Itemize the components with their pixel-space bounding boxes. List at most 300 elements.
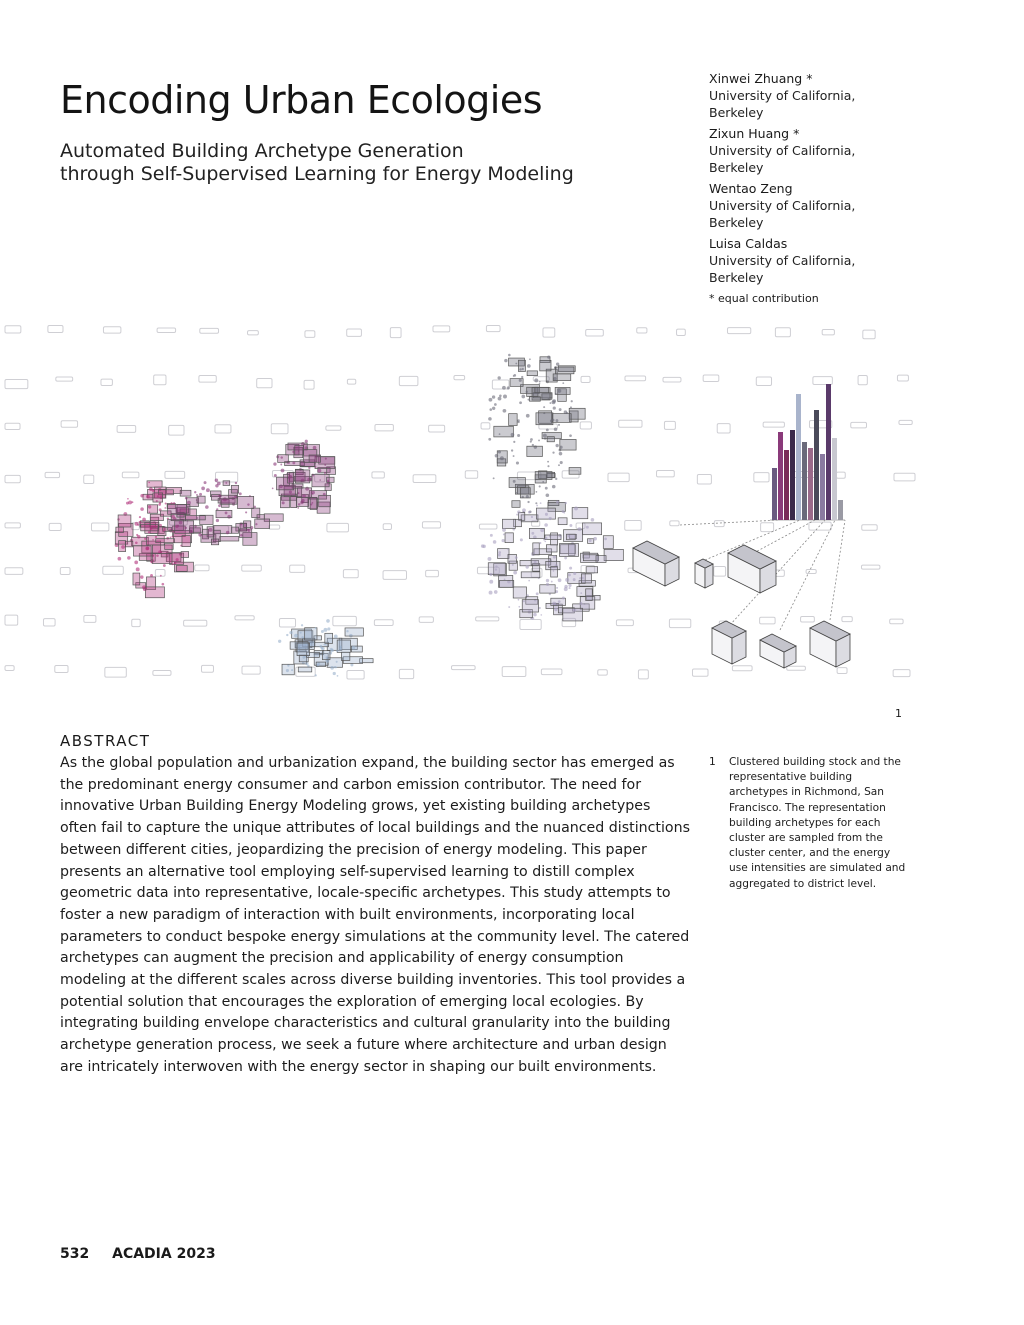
cluster-building xyxy=(546,579,549,582)
background-footprint xyxy=(663,377,681,382)
cluster-building xyxy=(289,490,292,493)
cluster-building xyxy=(119,541,126,552)
cluster-building xyxy=(289,631,292,634)
background-footprint xyxy=(714,521,724,527)
background-footprint xyxy=(271,424,288,434)
cluster-building xyxy=(128,500,132,504)
background-footprint xyxy=(754,473,769,482)
venue-name: ACADIA 2023 xyxy=(112,1246,216,1262)
cluster-building xyxy=(503,533,505,535)
background-footprint xyxy=(374,620,393,626)
cluster-building xyxy=(150,574,153,577)
cluster-building xyxy=(518,599,520,601)
background-footprint xyxy=(842,617,852,622)
cluster-building xyxy=(197,517,199,519)
cluster-building xyxy=(521,395,525,399)
cluster-building xyxy=(498,397,502,401)
cluster-building xyxy=(568,584,571,587)
cluster-building xyxy=(319,495,331,506)
eui-bar-chart xyxy=(770,384,845,520)
background-footprint xyxy=(638,670,648,679)
cluster-building xyxy=(288,475,292,479)
background-footprint xyxy=(476,617,499,621)
background-footprint xyxy=(49,523,61,530)
building-cluster-map xyxy=(115,354,624,677)
cluster-building xyxy=(118,557,122,561)
cluster-building xyxy=(527,446,543,456)
background-footprint xyxy=(343,570,358,578)
cluster-building xyxy=(513,587,526,598)
cluster-building xyxy=(581,574,591,583)
subtitle-line: through Self-Supervised Learning for Energy Modeling xyxy=(60,163,574,185)
cluster-building xyxy=(508,554,516,563)
cluster-building xyxy=(527,371,537,376)
cluster-building xyxy=(336,667,338,669)
cluster-building xyxy=(552,452,554,454)
cluster-building xyxy=(305,628,317,640)
eui-bar xyxy=(772,468,777,520)
background-footprint xyxy=(195,565,209,571)
cluster-building xyxy=(295,445,304,454)
author-block xyxy=(709,70,939,121)
cluster-building xyxy=(239,492,242,495)
cluster-building xyxy=(516,461,519,464)
cluster-building xyxy=(558,424,560,426)
author-affiliation: University of California, xyxy=(709,143,856,158)
cluster-building xyxy=(493,540,497,544)
cluster-building xyxy=(547,355,550,358)
cluster-building xyxy=(505,533,513,543)
cluster-building xyxy=(586,526,589,529)
background-footprint xyxy=(55,665,68,672)
cluster-building xyxy=(511,433,515,437)
background-footprint xyxy=(5,523,20,528)
eui-bar xyxy=(790,430,795,520)
cluster-building xyxy=(522,600,538,612)
background-footprint xyxy=(5,379,28,388)
author-list xyxy=(709,70,939,307)
cluster-building xyxy=(493,477,495,479)
cluster-building xyxy=(330,648,333,651)
background-footprint xyxy=(863,330,875,339)
cluster-building xyxy=(313,446,317,450)
background-footprint xyxy=(103,327,120,333)
cluster-building xyxy=(281,469,285,473)
background-footprint xyxy=(454,375,465,379)
eui-bar xyxy=(796,394,801,520)
background-footprint xyxy=(670,521,679,526)
cluster-building xyxy=(302,494,306,498)
building-archetypes xyxy=(633,541,850,668)
cluster-building xyxy=(215,478,218,481)
author-name: Luisa Caldas xyxy=(709,236,788,251)
cluster-building xyxy=(580,592,582,594)
cluster-building xyxy=(540,585,555,593)
cluster-building xyxy=(245,511,247,513)
cluster-building xyxy=(273,462,276,465)
cluster-building xyxy=(509,414,517,426)
background-footprint xyxy=(806,569,816,573)
cluster-building xyxy=(556,362,559,365)
cluster-building xyxy=(165,503,167,505)
background-footprint xyxy=(598,670,608,675)
cluster-building xyxy=(556,587,558,589)
cluster-building xyxy=(168,504,187,514)
cluster-building xyxy=(586,589,593,601)
background-footprint xyxy=(486,325,500,331)
cluster-building xyxy=(324,464,326,466)
cluster-building xyxy=(492,407,495,410)
cluster-building xyxy=(578,527,582,531)
cluster-building xyxy=(508,606,510,608)
cluster-building xyxy=(546,545,557,552)
cluster-building xyxy=(513,441,515,443)
cluster-building xyxy=(170,537,172,539)
background-footprint xyxy=(117,425,136,432)
cluster-building xyxy=(179,521,183,525)
cluster-building xyxy=(153,493,163,502)
background-footprint xyxy=(761,523,774,532)
cluster-building xyxy=(562,597,565,600)
cluster-building xyxy=(556,500,559,503)
background-footprint xyxy=(61,421,77,428)
cluster-building xyxy=(571,400,573,402)
cluster-building xyxy=(520,538,523,541)
background-footprint xyxy=(169,425,184,435)
cluster-building xyxy=(528,399,530,401)
cluster-building xyxy=(559,408,562,411)
cluster-building xyxy=(539,542,541,544)
cluster-building xyxy=(350,663,353,666)
cluster-building xyxy=(579,602,582,605)
cluster-building xyxy=(593,537,597,541)
author-affiliation: University of California, xyxy=(709,198,856,213)
cluster-building xyxy=(540,502,542,504)
background-footprint xyxy=(801,616,815,622)
equal-contribution-note: * equal contribution xyxy=(709,292,819,305)
background-footprint xyxy=(399,376,418,385)
background-footprint xyxy=(787,666,806,670)
cluster-building xyxy=(137,524,139,526)
author-affiliation: Berkeley xyxy=(709,105,764,120)
cluster-building xyxy=(333,672,336,675)
background-footprint xyxy=(890,619,903,624)
cluster-building xyxy=(529,528,544,538)
cluster-building xyxy=(518,360,525,371)
figure-cluster-map xyxy=(0,310,1024,700)
cluster-building xyxy=(529,397,540,401)
cluster-building xyxy=(504,359,507,362)
cluster-building xyxy=(172,563,174,565)
background-footprint xyxy=(899,420,912,424)
cluster-building xyxy=(490,534,493,537)
cluster-building xyxy=(507,549,509,551)
cluster-building xyxy=(569,434,572,437)
author-name: Xinwei Zhuang * xyxy=(709,71,813,86)
cluster-building xyxy=(489,573,492,576)
background-footprint xyxy=(383,524,391,530)
cluster-building xyxy=(127,556,131,560)
cluster-building xyxy=(301,624,303,626)
cluster-building xyxy=(513,480,516,483)
background-footprint xyxy=(101,379,112,385)
cluster-building xyxy=(322,651,330,660)
cluster-building xyxy=(586,567,597,573)
background-footprint xyxy=(543,328,555,337)
cluster-building xyxy=(569,468,581,475)
cluster-building xyxy=(310,497,317,509)
cluster-building xyxy=(517,434,520,437)
cluster-building xyxy=(558,464,560,466)
cluster-building xyxy=(211,539,218,545)
background-footprint xyxy=(279,618,295,627)
cluster-building xyxy=(199,493,202,496)
cluster-building xyxy=(317,469,321,473)
cluster-building xyxy=(194,491,196,493)
eui-bar xyxy=(826,384,831,520)
cluster-building xyxy=(503,394,507,398)
cluster-building xyxy=(528,580,530,582)
cluster-building xyxy=(556,419,559,422)
cluster-building xyxy=(565,578,569,582)
cluster-building xyxy=(526,414,530,418)
cluster-building xyxy=(176,558,179,561)
background-footprint xyxy=(717,424,730,433)
cluster-building xyxy=(547,437,554,442)
background-footprint xyxy=(122,472,139,478)
cluster-building xyxy=(499,580,513,587)
cluster-building xyxy=(591,518,595,522)
background-footprint xyxy=(657,471,675,477)
background-footprint xyxy=(242,666,260,674)
cluster-building xyxy=(300,632,302,634)
background-footprint xyxy=(433,326,450,332)
cluster-building xyxy=(532,444,534,446)
cluster-building xyxy=(500,456,504,460)
cluster-building xyxy=(301,636,304,639)
cluster-building xyxy=(152,554,172,564)
background-footprint xyxy=(451,666,475,670)
cluster-building xyxy=(142,585,146,589)
cluster-building xyxy=(551,567,558,577)
cluster-building xyxy=(517,510,520,513)
cluster-building xyxy=(540,360,551,371)
leader-line xyxy=(750,520,815,555)
author-affiliation: University of California, xyxy=(709,253,856,268)
background-footprint xyxy=(697,475,711,485)
cluster-building xyxy=(244,521,251,528)
cluster-building xyxy=(139,516,141,518)
cluster-building xyxy=(568,573,571,576)
cluster-building xyxy=(145,587,164,598)
cluster-building xyxy=(198,533,202,537)
cluster-building xyxy=(160,575,162,577)
cluster-building xyxy=(596,556,606,563)
cluster-building xyxy=(286,634,288,636)
cluster-building xyxy=(570,406,572,408)
background-footprint xyxy=(200,328,219,333)
cluster-building xyxy=(502,539,505,542)
cluster-building xyxy=(336,650,338,652)
cluster-building xyxy=(278,640,281,643)
cluster-building xyxy=(545,535,561,540)
background-footprint xyxy=(5,423,20,429)
background-footprint xyxy=(5,568,23,575)
cluster-building xyxy=(515,556,518,559)
background-footprint xyxy=(375,425,393,431)
background-footprint xyxy=(91,523,108,531)
cluster-building xyxy=(518,606,520,608)
cluster-building xyxy=(292,461,295,464)
cluster-building xyxy=(526,391,528,393)
author-affiliation: Berkeley xyxy=(709,215,764,230)
background-footprint xyxy=(664,421,675,429)
cluster-building xyxy=(498,376,501,379)
cluster-building xyxy=(566,534,575,540)
cluster-building xyxy=(185,516,205,520)
cluster-building xyxy=(554,608,557,611)
cluster-building xyxy=(604,549,623,560)
cluster-building xyxy=(540,614,542,616)
cluster-building xyxy=(197,496,205,503)
background-footprint xyxy=(492,380,509,389)
paper-subtitle xyxy=(60,140,680,186)
cluster-building xyxy=(564,585,567,588)
background-footprint xyxy=(625,521,641,531)
background-footprint xyxy=(242,565,262,571)
cluster-building xyxy=(564,557,567,560)
background-footprint xyxy=(897,375,908,381)
cluster-building xyxy=(205,505,209,509)
cluster-building xyxy=(545,537,548,540)
cluster-building xyxy=(312,502,314,504)
background-footprint xyxy=(327,523,349,532)
page-number: 532 xyxy=(60,1246,90,1262)
cluster-building xyxy=(545,487,548,490)
cluster-building xyxy=(282,664,294,675)
background-footprint xyxy=(372,472,384,478)
author-name: Wentao Zeng xyxy=(709,181,793,196)
cluster-building xyxy=(150,527,153,530)
cluster-building xyxy=(327,477,335,482)
cluster-building xyxy=(272,488,274,490)
cluster-building xyxy=(558,600,561,603)
background-footprint xyxy=(861,565,879,569)
cluster-building xyxy=(308,467,310,469)
cluster-building xyxy=(498,549,509,559)
cluster-building xyxy=(139,521,141,523)
cluster-building xyxy=(330,666,334,670)
cluster-building xyxy=(176,566,187,572)
cluster-building xyxy=(144,538,146,540)
background-footprint xyxy=(48,325,63,332)
figure-number: 1 xyxy=(895,707,902,720)
cluster-building xyxy=(513,571,517,575)
cluster-building xyxy=(341,652,349,660)
cluster-building xyxy=(553,406,556,409)
cluster-building xyxy=(558,578,562,582)
cluster-building xyxy=(337,675,339,677)
cluster-building xyxy=(336,661,338,663)
cluster-building xyxy=(196,494,198,496)
subtitle-line: Automated Building Archetype Generation xyxy=(60,140,464,162)
cluster-building xyxy=(185,497,188,500)
cluster-building xyxy=(324,472,326,474)
cluster-building xyxy=(315,627,317,629)
background-footprint xyxy=(215,425,231,433)
cluster-building xyxy=(494,403,497,406)
cluster-building xyxy=(181,552,189,558)
cluster-building xyxy=(324,644,326,646)
cluster-building xyxy=(555,478,557,480)
eui-bar xyxy=(808,448,813,520)
background-footprint xyxy=(502,667,526,677)
cluster-building xyxy=(170,502,172,504)
background-footprint xyxy=(347,670,364,679)
cluster-building xyxy=(223,481,230,486)
cluster-building xyxy=(536,592,539,595)
background-footprint xyxy=(132,619,140,626)
cluster-building xyxy=(538,439,540,441)
cluster-building xyxy=(492,395,495,398)
cluster-building xyxy=(588,539,594,544)
cluster-building xyxy=(216,510,232,517)
cluster-building xyxy=(216,519,219,522)
cluster-building xyxy=(311,491,315,495)
cluster-building xyxy=(143,494,153,500)
background-footprint xyxy=(153,670,171,675)
cluster-building xyxy=(518,421,520,423)
cluster-building xyxy=(141,525,158,531)
cluster-building xyxy=(512,501,520,508)
background-footprint xyxy=(760,617,776,624)
paper-title: Encoding Urban Ecologies xyxy=(60,78,543,122)
cluster-building xyxy=(321,630,324,633)
cluster-building xyxy=(573,572,576,575)
cluster-building xyxy=(522,508,526,512)
cluster-building xyxy=(320,647,322,649)
background-footprint xyxy=(390,328,401,338)
cluster-building xyxy=(557,389,561,393)
cluster-building xyxy=(528,511,531,514)
cluster-building xyxy=(235,482,237,484)
background-footprint xyxy=(105,667,126,677)
background-footprint xyxy=(5,475,20,482)
cluster-building xyxy=(489,580,493,584)
background-footprint xyxy=(586,330,604,336)
cluster-building xyxy=(217,482,221,486)
background-footprint xyxy=(43,619,55,626)
cluster-building xyxy=(569,524,572,527)
cluster-building xyxy=(125,541,133,547)
cluster-building xyxy=(238,496,254,508)
cluster-building xyxy=(603,536,613,549)
cluster-building xyxy=(510,379,523,387)
background-footprint xyxy=(465,471,477,479)
page-footer xyxy=(60,1246,234,1262)
leader-line xyxy=(780,520,835,630)
cluster-building xyxy=(295,470,310,483)
cluster-building xyxy=(305,662,308,665)
cluster-building xyxy=(546,428,549,431)
background-footprint xyxy=(269,525,280,529)
background-footprint xyxy=(608,473,629,481)
cluster-building xyxy=(552,485,556,489)
background-footprint xyxy=(479,524,497,529)
cluster-building xyxy=(173,502,175,504)
cluster-building xyxy=(539,383,541,385)
cluster-building xyxy=(337,640,350,652)
